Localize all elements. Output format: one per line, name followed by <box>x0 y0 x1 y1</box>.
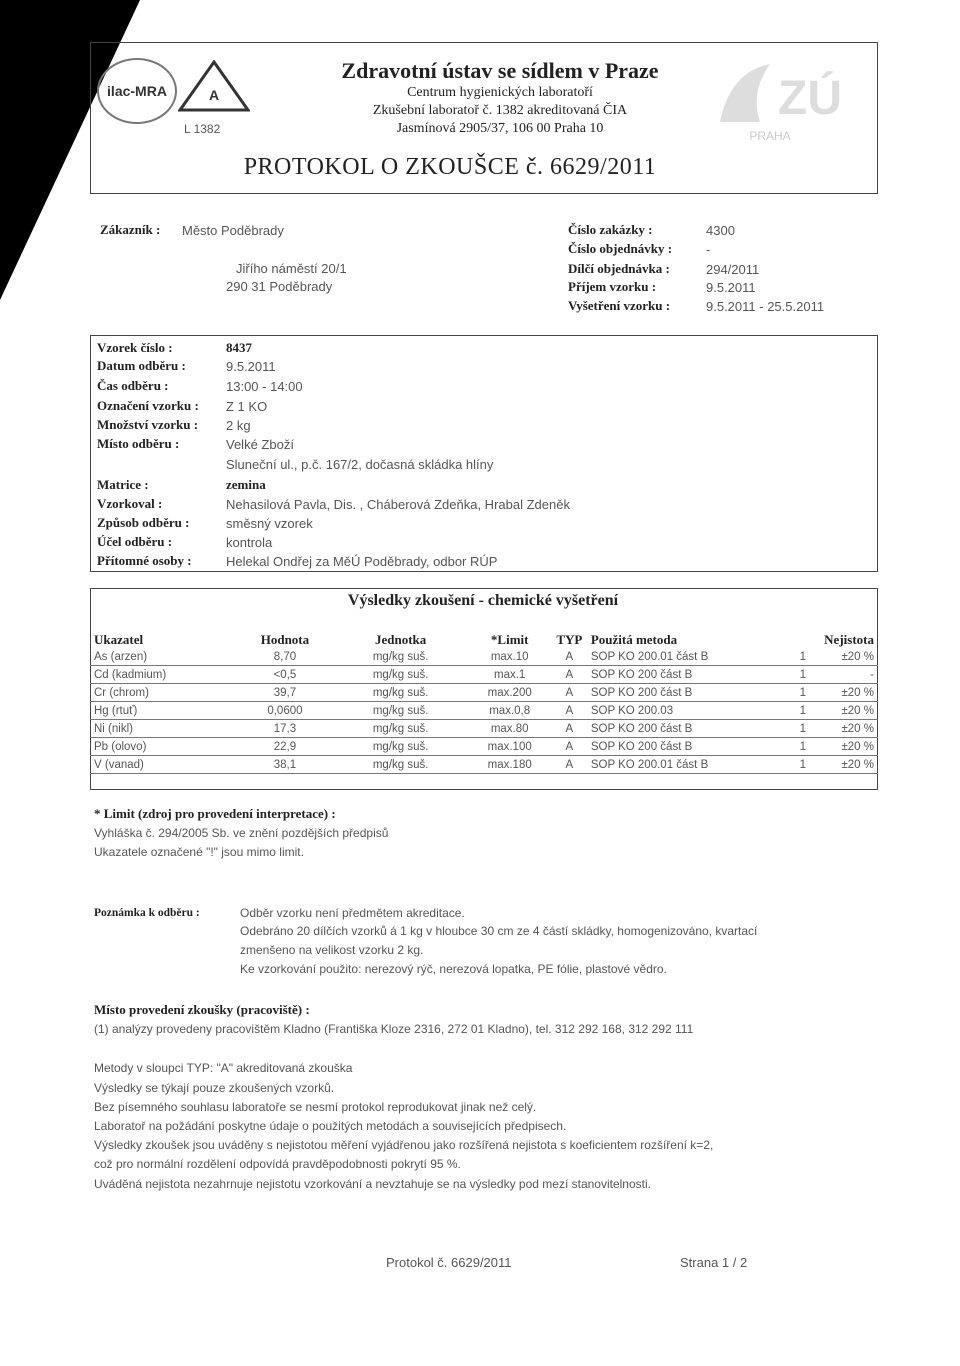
matrice-label: Matrice : <box>97 477 149 492</box>
customer-label: Zákazník : <box>100 222 161 237</box>
szu-logo <box>700 52 868 144</box>
prijem-label: Příjem vzorku : <box>568 279 657 294</box>
result-cell-nejistota: - <box>810 666 878 684</box>
result-cell-limit: max.1 <box>468 666 552 684</box>
result-cell-nejistota: ±20 % <box>810 702 878 720</box>
footnote-1: Výsledky se týkají pouze zkoušených vzorků. <box>94 1081 335 1095</box>
result-cell-typ: A <box>552 684 587 702</box>
result-cell-metoda: SOP KO 200.01 část B <box>587 648 777 666</box>
result-row <box>90 702 878 720</box>
footer-protokol: Protokol č. 6629/2011 <box>386 1255 512 1270</box>
result-cell-nejistota: ±20 % <box>810 720 878 738</box>
sample-no: 8437 <box>226 340 252 355</box>
results-header-row <box>90 632 878 648</box>
result-cell-limit: max.0,8 <box>468 702 552 720</box>
institute-name: Zdravotní ústav se sídlem v Praze <box>341 58 659 83</box>
result-row <box>90 720 878 738</box>
dilci: 294/2011 <box>706 262 760 277</box>
result-row <box>90 666 878 684</box>
vysetreni: 9.5.2011 - 25.5.2011 <box>706 299 825 314</box>
result-cell-limit: max.180 <box>468 756 552 774</box>
result-cell-hodnota: 17,3 <box>236 720 334 738</box>
mnozstvi-label: Množství vzorku : <box>97 417 199 432</box>
svg-text:PRAHA: PRAHA <box>749 129 791 143</box>
footnote-3: Laboratoř na požádání poskytne údaje o použitých metodách a souvisejících předpisech. <box>94 1119 567 1133</box>
centrum-name: Centrum hygienických laboratoří <box>407 85 593 100</box>
result-cell-hodnota: 39,7 <box>236 684 334 702</box>
result-cell-metoda: SOP KO 200.01 část B <box>587 756 777 774</box>
result-cell-jednotka: mg/kg suš. <box>334 756 468 774</box>
poznamka-line-0: Odběr vzorku není předmětem akreditace. <box>240 906 465 920</box>
mnozstvi: 2 kg <box>226 418 251 433</box>
vzorkoval-label: Vzorkoval : <box>97 496 163 511</box>
footer-strana: Strana 1 / 2 <box>680 1255 748 1270</box>
pritomne: Helekal Ondřej za MěÚ Poděbrady, odbor RÚP <box>226 554 498 569</box>
poznamka-line-1: Odebráno 20 dílčích vzorků á 1 kg v hloubce 30 cm ze 4 částí skládky, homogenizováno, kvartací <box>240 924 758 938</box>
result-cell-nejistota: ±20 % <box>810 684 878 702</box>
result-cell-nejistota: ±20 % <box>810 738 878 756</box>
result-cell-poznamka: 1 <box>777 702 810 720</box>
result-cell-limit: max.100 <box>468 738 552 756</box>
vysetreni-label: Vyšetření vzorku : <box>568 298 671 313</box>
results-table <box>90 632 878 774</box>
header-typ: TYP <box>556 632 583 647</box>
laboratory-name: Zkušební laboratoř č. 1382 akreditovaná ČIA <box>372 103 628 118</box>
result-cell-typ: A <box>552 720 587 738</box>
misto-2: Sluneční ul., p.č. 167/2, dočasná skládka hlíny <box>226 457 494 472</box>
result-cell-metoda: SOP KO 200 část B <box>587 666 777 684</box>
header-hodnota: Hodnota <box>260 632 310 647</box>
ucel-label: Účel odběru : <box>97 534 173 549</box>
result-cell-jednotka: mg/kg suš. <box>334 684 468 702</box>
svg-text:A: A <box>208 87 220 103</box>
result-row <box>90 648 878 666</box>
result-row <box>90 756 878 774</box>
laboratory-address: Jasmínová 2905/37, 106 00 Praha 10 <box>396 121 604 136</box>
result-cell-jednotka: mg/kg suš. <box>334 720 468 738</box>
result-cell-typ: A <box>552 738 587 756</box>
poznamka-line-2: zmenšeno na velikost vzorku 2 kg. <box>240 943 424 957</box>
result-row <box>90 738 878 756</box>
result-cell-jednotka: mg/kg suš. <box>334 648 468 666</box>
result-cell-ukazatel: Cr (chrom) <box>90 684 236 702</box>
header-jednotka: Jednotka <box>375 632 427 647</box>
result-cell-poznamka: 1 <box>777 720 810 738</box>
customer-city: 290 31 Poděbrady <box>226 279 333 294</box>
result-cell-limit: max.10 <box>468 648 552 666</box>
result-cell-jednotka: mg/kg suš. <box>334 702 468 720</box>
result-cell-nejistota: ±20 % <box>810 648 878 666</box>
results-title: Výsledky zkoušení - chemické vyšetření <box>347 592 619 609</box>
result-cell-metoda: SOP KO 200 část B <box>587 738 777 756</box>
footnote-4: Výsledky zkoušek jsou uváděny s nejistotou měření vyjádřenou jako rozšířená nejistota s koeficientem rozšíření k=2, <box>94 1138 714 1152</box>
ucel: kontrola <box>226 535 273 550</box>
result-cell-jednotka: mg/kg suš. <box>334 666 468 684</box>
result-cell-nejistota: ±20 % <box>810 756 878 774</box>
pritomne-label: Přítomné osoby : <box>97 553 192 568</box>
footnote-2: Bez písemného souhlasu laboratoře se nesmí protokol reprodukovat jinak než celý. <box>94 1100 537 1114</box>
result-cell-ukazatel: As (arzen) <box>90 648 236 666</box>
limit-note-line2: Ukazatele označené "!" jsou mimo limit. <box>94 845 304 859</box>
result-cell-limit: max.80 <box>468 720 552 738</box>
customer-name: Město Poděbrady <box>182 223 284 238</box>
matrice: zemina <box>226 477 266 492</box>
result-cell-ukazatel: Pb (olovo) <box>90 738 236 756</box>
limit-note-line1: Vyhláška č. 294/2005 Sb. ve znění pozdějších předpisů <box>94 826 389 840</box>
result-cell-typ: A <box>552 702 587 720</box>
result-cell-typ: A <box>552 648 587 666</box>
prijem: 9.5.2011 <box>706 280 756 295</box>
result-cell-poznamka: 1 <box>777 738 810 756</box>
result-cell-ukazatel: Hg (rtuť) <box>90 702 236 720</box>
header-ukazatel: Ukazatel <box>94 632 144 647</box>
limit-note-title: * Limit (zdroj pro provedení interpretace) : <box>94 806 336 821</box>
result-cell-limit: max.200 <box>468 684 552 702</box>
result-cell-ukazatel: Ni (nikl) <box>90 720 236 738</box>
header-metoda: Použitá metoda <box>590 632 678 647</box>
customer-street: Jiřího náměstí 20/1 <box>236 261 347 276</box>
result-cell-poznamka: 1 <box>777 684 810 702</box>
result-cell-ukazatel: Cd (kadmium) <box>90 666 236 684</box>
header-limit: *Limit <box>490 632 529 647</box>
svg-text:ZÚ: ZÚ <box>778 72 842 125</box>
result-cell-typ: A <box>552 756 587 774</box>
result-cell-poznamka: 1 <box>777 756 810 774</box>
sample-box <box>90 335 878 572</box>
result-cell-metoda: SOP KO 200 část B <box>587 684 777 702</box>
zpusob: směsný vzorek <box>226 516 313 531</box>
order-no: 4300 <box>706 223 735 238</box>
vzorkoval: Nehasilová Pavla, Dis. , Cháberová Zdeňka, Hrabal Zdeněk <box>226 497 570 512</box>
result-cell-metoda: SOP KO 200.03 <box>587 702 777 720</box>
result-cell-ukazatel: V (vanad) <box>90 756 236 774</box>
order-no-label: Číslo zakázky : <box>568 222 653 237</box>
result-cell-typ: A <box>552 666 587 684</box>
misto-1: Velké Zboží <box>226 437 294 452</box>
result-cell-poznamka: 1 <box>777 666 810 684</box>
protocol-title: PROTOKOL O ZKOUŠCE č. 6629/2011 <box>243 154 657 180</box>
poznamka-line-3: Ke vzorkování použito: nerezový rýč, nerezová lopatka, PE fólie, plastové vědro. <box>240 962 667 976</box>
header-blank <box>777 632 810 648</box>
cas: 13:00 - 14:00 <box>226 379 303 394</box>
datum-label: Datum odběru : <box>97 358 186 373</box>
ilac-logo: ilac-MRA <box>97 58 177 124</box>
result-cell-hodnota: 22,9 <box>236 738 334 756</box>
cas-label: Čas odběru : <box>97 378 169 393</box>
objednavka: - <box>706 242 711 257</box>
misto-provedeni-title: Místo provedení zkoušky (pracoviště) : <box>94 1002 310 1017</box>
result-cell-hodnota: 0,0600 <box>236 702 334 720</box>
misto-label: Místo odběru : <box>97 436 180 451</box>
misto-provedeni-line: (1) analýzy provedeny pracovištěm Kladno (Františka Kloze 2316, 272 01 Kladno), tel. 312 292 168, 312 292 111 <box>94 1022 694 1036</box>
accreditation-code: L 1382 <box>184 122 221 136</box>
result-cell-hodnota: 38,1 <box>236 756 334 774</box>
footnote-0: Metody v sloupci TYP: "A" akreditovaná zkouška <box>94 1061 353 1075</box>
cia-triangle-logo <box>178 60 250 112</box>
result-cell-metoda: SOP KO 200 část B <box>587 720 777 738</box>
zpusob-label: Způsob odběru : <box>97 515 190 530</box>
result-cell-hodnota: 8,70 <box>236 648 334 666</box>
oznaceni-label: Označení vzorku : <box>97 398 199 413</box>
header-nejistota: Nejistota <box>824 632 874 647</box>
poznamka-label: Poznámka k odběru : <box>94 907 200 919</box>
result-row <box>90 684 878 702</box>
objednavka-label: Číslo objednávky : <box>568 241 673 256</box>
result-cell-poznamka: 1 <box>777 648 810 666</box>
dilci-label: Dílčí objednávka : <box>568 261 670 276</box>
oznaceni: Z 1 KO <box>226 399 268 414</box>
result-cell-hodnota: <0,5 <box>236 666 334 684</box>
sample-no-label: Vzorek číslo : <box>97 340 173 355</box>
result-cell-jednotka: mg/kg suš. <box>334 738 468 756</box>
footnote-5: což pro normální rozdělení odpovídá pravděpodobnosti pokrytí 95 %. <box>94 1157 461 1171</box>
footnote-6: Uváděná nejistota nezahrnuje nejistotu vzorkování a nevztahuje se na výsledky pod mezí stanovitelnosti. <box>94 1177 651 1191</box>
datum: 9.5.2011 <box>226 359 276 374</box>
